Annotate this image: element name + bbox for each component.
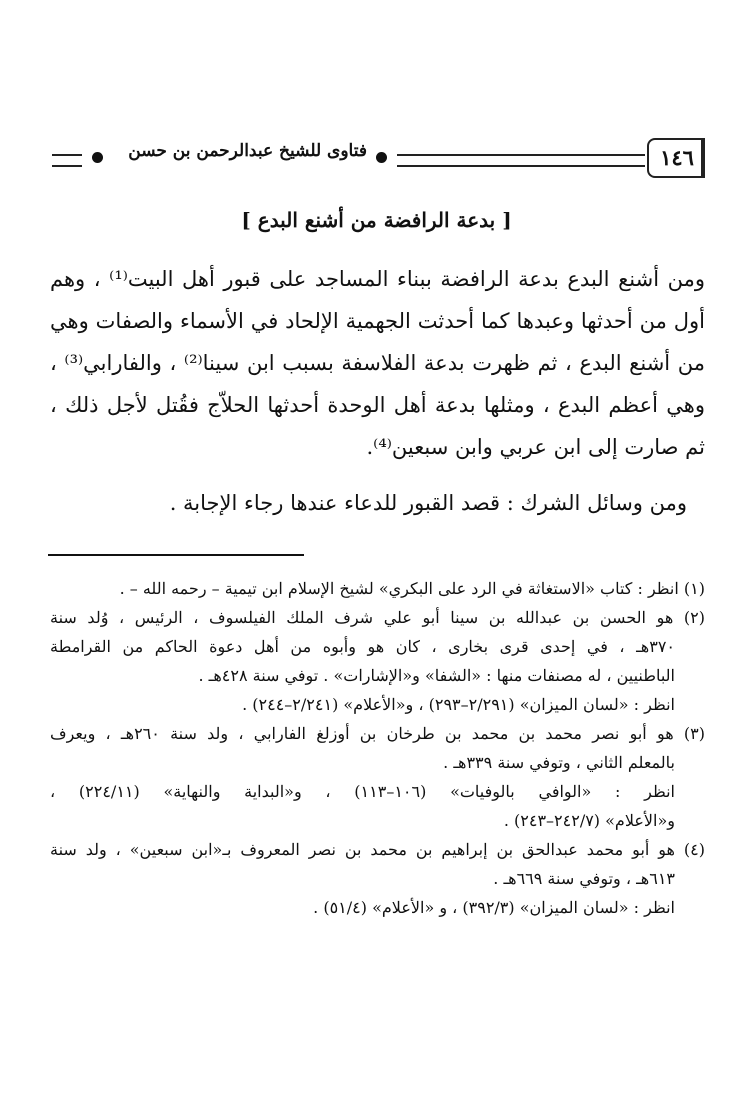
section-heading: [ بدعة الرافضة من أشنع البدع ] <box>241 208 512 232</box>
text-line: وهي أعظم البدع ، ومثلها بدعة أهل الوحدة أحدثها الحلاّج فقُتل لأجل ذلك ، <box>50 393 705 417</box>
text-line: أول من أحدثها وعبدها كما أحدثت الجهمية الإلحاد في الأسماء والصفات وهي <box>50 309 705 333</box>
footnote-line: (٣) هو أبو نصر محمد بن محمد بن طرخان بن أوزلغ الفارابي ، ولد سنة ٢٦٠هـ ، ويعرف <box>50 724 705 743</box>
footnote-line: انظر : «الوافي بالوفيات» (١٠٦–١١٣) ، و«البداية والنهاية» (٢٢٤/١١) ، <box>50 782 675 801</box>
footnote-3 <box>50 719 705 835</box>
book-title: فتاوى للشيخ عبدالرحمن بن حسن <box>128 141 367 161</box>
footnote-line: ٣٧٠هـ ، في إحدى قرى بخارى ، كان هو وأبوه من أهل دعوة الحاكم من القرامطة <box>50 637 675 656</box>
bullet-icon <box>376 152 387 163</box>
page-number: ١٤٦ <box>647 138 705 178</box>
running-header <box>52 138 705 178</box>
header-rule-left <box>52 154 82 167</box>
bullet-icon <box>92 152 103 163</box>
paragraph-2: ومن وسائل الشرك : قصد القبور للدعاء عندها رجاء الإجابة . <box>169 491 687 515</box>
footnote-1 <box>50 574 705 603</box>
footnote-line: انظر : «لسان الميزان» (٢/٢٩١–٢٩٣) ، و«الأعلام» (٢/٢٤١–٢٤٤) . <box>242 695 675 714</box>
footnote-line: ٦١٣هـ ، وتوفي سنة ٦٦٩هـ . <box>493 869 675 888</box>
footnote-line: (٢) هو الحسن بن عبدالله بن سينا أبو علي شرف الملك الفيلسوف ، الرئيس ، وُلد سنة <box>50 608 705 627</box>
footnote-line: انظر : «لسان الميزان» (٣٩٢/٣) ، و «الأعلام» (٥١/٤) . <box>313 898 675 917</box>
footnote-line: (٤) هو أبو محمد عبدالحق بن إبراهيم بن محمد بن نصر المعروف بـ«ابن سبعين» ، ولد سنة <box>50 840 705 859</box>
footnote-line: الباطنيين ، له مصنفات منها : «الشفا» و«الإشارات» . توفي سنة ٤٢٨هـ . <box>198 666 675 685</box>
footnote-4 <box>50 835 705 922</box>
text-line: ثم صارت إلى ابن عربي وابن سبعين⁽⁴⁾. <box>366 435 705 459</box>
footnote-line: بالمعلم الثاني ، وتوفي سنة ٣٣٩هـ . <box>443 753 675 772</box>
footnote-2 <box>50 603 705 719</box>
footnote-line: و«الأعلام» (٢٤٢/٧–٢٤٣) . <box>503 811 675 830</box>
paragraph-1 <box>50 258 705 468</box>
text-line: ومن أشنع البدع بدعة الرافضة ببناء المساجد على قبور أهل البيت⁽¹⁾ ، وهم <box>50 267 706 291</box>
header-rule-right <box>397 154 645 167</box>
footnote-line: (١) انظر : كتاب «الاستغاثة في الرد على البكري» لشيخ الإسلام ابن تيمية – رحمه الله – . <box>119 579 705 598</box>
body-text <box>50 258 705 524</box>
footnotes <box>50 574 705 922</box>
footnote-separator <box>48 554 304 556</box>
text-line: من أشنع البدع ، ثم ظهرت بدعة الفلاسفة بسبب ابن سينا⁽²⁾ ، والفارابي⁽³⁾ ، <box>50 351 705 375</box>
